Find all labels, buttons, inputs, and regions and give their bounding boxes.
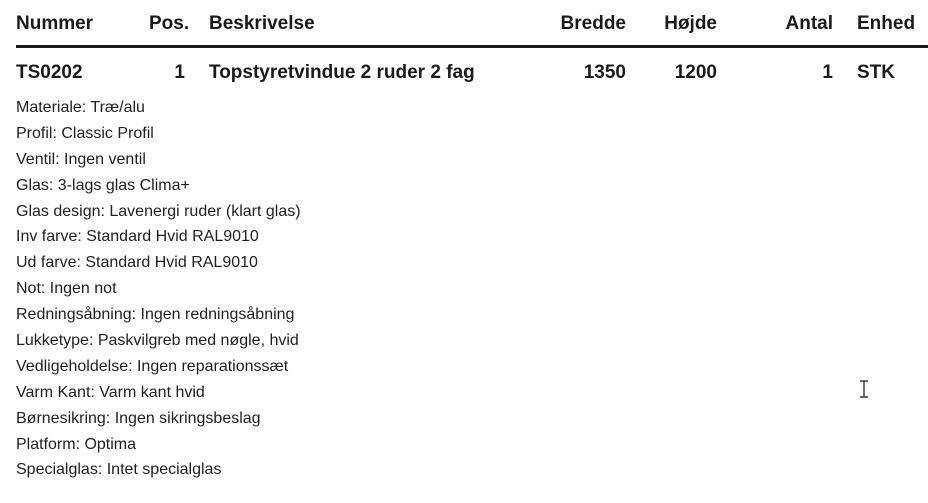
item-specifications	[16, 95, 616, 483]
spec-line: Profil: Classic Profil	[16, 124, 154, 142]
spec-line: Vedligeholdelse: Ingen reparationssæt	[16, 357, 289, 375]
spec-line: Ud farve: Standard Hvid RAL9010	[16, 254, 258, 272]
item-pos: 1	[174, 62, 185, 83]
item-enhed: STK	[857, 62, 895, 83]
spec-line: Materiale: Træ/alu	[16, 99, 145, 116]
table-header-row	[16, 11, 928, 37]
spec-line: Inv farve: Standard Hvid RAL9010	[16, 228, 259, 246]
spec-line: Børnesikring: Ingen sikringsbeslag	[16, 409, 261, 427]
spec-line: Not: Ingen not	[16, 280, 117, 298]
item-beskrivelse: Topstyretvindue 2 ruder 2 fag	[209, 62, 475, 83]
header-enhed: Enhed	[857, 13, 916, 34]
header-bredde: Bredde	[560, 13, 626, 34]
spec-line: Specialglas: Intet specialglas	[16, 461, 222, 479]
text-cursor-icon	[857, 380, 871, 398]
spec-line: Lukketype: Paskvilgreb med nøgle, hvid	[16, 332, 299, 350]
spec-line: Glas design: Lavenergi ruder (klart glas)	[16, 202, 301, 220]
spec-line: Platform: Optima	[16, 435, 137, 453]
item-hojde: 1200	[674, 62, 717, 83]
item-antal: 1	[822, 62, 833, 83]
header-nummer: Nummer	[16, 13, 94, 34]
table-row	[16, 60, 928, 86]
spec-line: Redningsåbning: Ingen redningsåbning	[16, 306, 295, 324]
header-hojde: Højde	[664, 13, 717, 34]
spec-line: Glas: 3-lags glas Clima+	[16, 176, 190, 194]
header-pos: Pos.	[149, 13, 190, 34]
spec-line: Varm Kant: Varm kant hvid	[16, 383, 205, 401]
header-antal: Antal	[785, 13, 833, 34]
header-divider	[16, 45, 928, 48]
item-nummer: TS0202	[16, 62, 83, 83]
header-beskrivelse: Beskrivelse	[209, 13, 315, 34]
spec-line: Ventil: Ingen ventil	[16, 150, 146, 168]
item-bredde: 1350	[583, 62, 626, 83]
